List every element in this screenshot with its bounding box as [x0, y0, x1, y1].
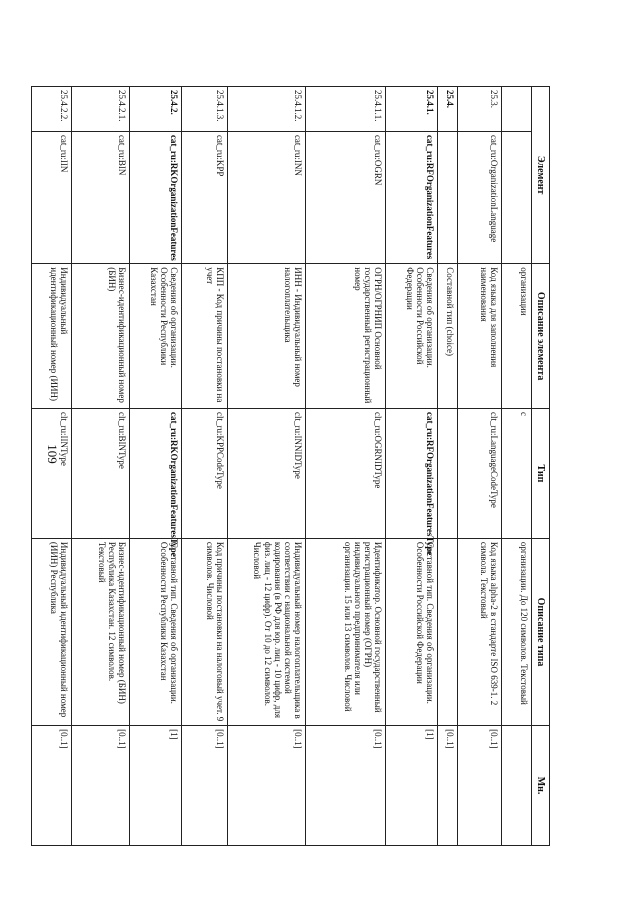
row-element-name: cat_ru:OrganizationLanguage [457, 131, 501, 263]
row-number: 25.4.2.2. [31, 87, 71, 132]
row-type: clt_ru:KPPCodeType [181, 409, 227, 539]
row-type-description: Индивидуальный номер налогоплательщика в соответствии с национальной системой кодирования (в РФ для юр. лиц - 10 цифр, для физ. лиц - 12 цифр). От 10 до 12 символов. Числовой [227, 538, 305, 725]
row-multiplicity [501, 726, 531, 846]
row-element-description: Индивидуальный идентификационный номер (ИИН) [31, 264, 71, 409]
row-multiplicity: [0..1] [227, 726, 305, 846]
table-row [71, 87, 129, 846]
table-row [31, 87, 71, 846]
row-element-name: cat_ru:KPP [181, 131, 227, 263]
row-element-description: организации [501, 264, 531, 409]
row-multiplicity: [0..1] [437, 726, 457, 846]
table-row [181, 87, 227, 846]
table-row [129, 87, 181, 846]
row-type [437, 409, 457, 539]
row-multiplicity: [0..1] [31, 726, 71, 846]
row-multiplicity: [0..1] [181, 726, 227, 846]
table-row [501, 87, 531, 846]
row-element-name: cat_ru:INN [227, 131, 305, 263]
row-multiplicity: [0..1] [305, 726, 385, 846]
row-element-name [437, 131, 457, 263]
header-element-description: Описание элемента [531, 264, 549, 409]
row-type-description [437, 538, 457, 725]
header-type: Тип [531, 409, 549, 539]
row-type-description: Индивидуальный идентификационный номер (ИИН) Республика [31, 538, 71, 725]
row-number: 25.4.1.3. [181, 87, 227, 132]
row-number: 25.4.2.1. [71, 87, 129, 132]
row-number: 25.4.1.2. [227, 87, 305, 132]
row-number: 25.4. [437, 87, 457, 132]
row-element-description: ОГРН/ОГРНИП Основной государственный регистрационный номер [305, 264, 385, 409]
row-multiplicity: [0..1] [457, 726, 501, 846]
row-number: 25.4.1.1. [305, 87, 385, 132]
row-type-description: Составной тип. Сведения об организации. Особенности Республики Казахстан [129, 538, 181, 725]
row-type-description: Идентификатор. Основной государственный регистрационный номер (ОГРН) индивидуального предпринимателя или организации. 15 или 13 символов. Числовой [305, 538, 385, 725]
row-type-description: Код языка alpha-2 в стандарте ISO 639-1. 2 символа. Текстовый [457, 538, 501, 725]
table-row [305, 87, 385, 846]
row-type: cat_ru:RFOrganizationFeaturesType [385, 409, 437, 539]
row-element-description: ИНН - Индивидуальный номер налогоплательщика [227, 264, 305, 409]
row-type-description: организации. До 120 символов. Текстовый [501, 538, 531, 725]
row-number [501, 87, 531, 132]
table-header-row [531, 87, 549, 846]
table-row [437, 87, 457, 846]
row-element-description: Бизнес-идентификационный номер (БИН) [71, 264, 129, 409]
row-element-name: cat_ru:OGRN [305, 131, 385, 263]
header-multiplicity: Мн. [531, 726, 549, 846]
row-type: cat_ru:RKOrganizationFeaturesType [129, 409, 181, 539]
row-type-description: Код причины постановки на налоговый учет. 9 символов. Числовой [181, 538, 227, 725]
row-element-description: Сведения об организации. Особенности Республики Казахстан [129, 264, 181, 409]
table-row [227, 87, 305, 846]
row-element-name: cat_ru:IIN [31, 131, 71, 263]
table-body [31, 87, 531, 846]
row-type-description: Составной тип. Сведения об организации. Особенности Российской Федерации [385, 538, 437, 725]
row-element-description: Составной тип (choice) [437, 264, 457, 409]
header-element: Элемент [531, 87, 549, 264]
row-element-description: Сведения об организации. Особенности Российской Федерации [385, 264, 437, 409]
row-type: clt_ru:OGRNIDType [305, 409, 385, 539]
row-element-description: Код языка для заполнения наименования [457, 264, 501, 409]
row-number: 25.4.1. [385, 87, 437, 132]
table-row [457, 87, 501, 846]
row-multiplicity: [1] [385, 726, 437, 846]
row-type: clt_ru:INNIDType [227, 409, 305, 539]
row-element-name: cat_ru:BIN [71, 131, 129, 263]
row-number: 25.3. [457, 87, 501, 132]
table-row [385, 87, 437, 846]
row-type: c [501, 409, 531, 539]
row-element-description: КПП - Код причины постановки на учет [181, 264, 227, 409]
page-number: 109 [45, 444, 60, 464]
row-type: clt_ru:LanguageCodeType [457, 409, 501, 539]
row-element-name [501, 131, 531, 263]
row-type-description: Бизнес-идентификационный номер (БИН) Республика Казахстан. 12 символов. Текстовый [71, 538, 129, 725]
row-type: clt_ru:IINType [31, 409, 71, 539]
header-type-description: Описание типа [531, 538, 549, 725]
row-multiplicity: [0..1] [71, 726, 129, 846]
row-number: 25.4.2. [129, 87, 181, 132]
row-element-name: cat_ru:RFOrganizationFeatures [385, 131, 437, 263]
row-multiplicity: [1] [129, 726, 181, 846]
row-element-name: cat_ru:RKOrganizationFeatures [129, 131, 181, 263]
row-type: clt_ru:BINType [71, 409, 129, 539]
element-table [31, 86, 550, 846]
